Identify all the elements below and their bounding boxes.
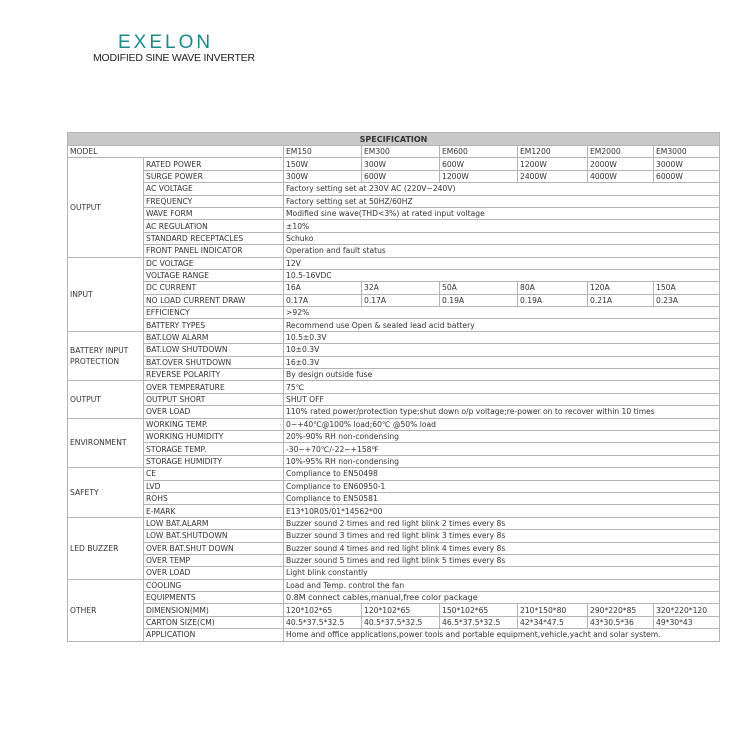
table-cell: 2000W (588, 158, 654, 170)
row-label: STORAGE HUMIDITY (144, 455, 284, 467)
model-cell: EM300 (362, 146, 440, 158)
table-cell: >92% (284, 307, 720, 319)
row-label: FRONT PANEL INDICATOR (144, 245, 284, 257)
table-row (68, 245, 720, 257)
table-row (68, 331, 720, 343)
row-label: ROHS (144, 492, 284, 504)
table-cell: 2400W (518, 170, 588, 182)
table-cell: 320*220*120 (654, 604, 720, 616)
table-cell: 40.5*37.5*32.5 (362, 616, 440, 628)
table-cell: 300W (362, 158, 440, 170)
table-cell: 150A (654, 282, 720, 294)
row-label: DC CURRENT (144, 282, 284, 294)
table-row (68, 195, 720, 207)
table-row (68, 629, 720, 641)
row-label: OVER BAT.SHUT DOWN (144, 542, 284, 554)
model-cell: EM150 (284, 146, 362, 158)
table-cell: 10.5-16VDC (284, 269, 720, 281)
row-label: BAT.LOW ALARM (144, 331, 284, 343)
model-cell: EM3000 (654, 146, 720, 158)
group-output: OUTPUT (68, 158, 144, 257)
table-cell: 16±0.3V (284, 356, 720, 368)
row-label: BAT.LOW SHUTDOWN (144, 344, 284, 356)
row-label: BAT.OVER SHUTDOWN (144, 356, 284, 368)
row-label: COOLING (144, 579, 284, 591)
row-label: SURGE POWER (144, 170, 284, 182)
row-label: LOW BAT.SHUTDOWN (144, 530, 284, 542)
table-row (68, 505, 720, 517)
table-cell: 0.19A (440, 294, 518, 306)
table-cell: 40.5*37.5*32.5 (284, 616, 362, 628)
table-row (68, 294, 720, 306)
table-row (68, 492, 720, 504)
table-cell: -30~+70℃/-22~+158℉ (284, 443, 720, 455)
row-label: DC VOLTAGE (144, 257, 284, 269)
model-label: MODEL (68, 146, 284, 158)
table-row (68, 183, 720, 195)
group-environment: ENVIRONMENT (68, 418, 144, 468)
table-cell: 46.5*37.5*32.5 (440, 616, 518, 628)
table-row (68, 406, 720, 418)
group-battery-protection (68, 331, 144, 381)
specification-table (67, 132, 720, 642)
table-cell: By design outside fuse (284, 369, 720, 381)
row-label: AC REGULATION (144, 220, 284, 232)
product-subtitle: MODIFIED SINE WAVE INVERTER (93, 52, 255, 64)
table-row (68, 146, 720, 158)
table-cell: Compliance to EN50581 (284, 492, 720, 504)
table-row (68, 269, 720, 281)
table-cell: 20%-90% RH non-condensing (284, 430, 720, 442)
table-cell: 0~+40℃@100% load;60℃ @50% load (284, 418, 720, 430)
row-label: OUTPUT SHORT (144, 393, 284, 405)
table-cell: Schuko (284, 232, 720, 244)
table-row (68, 344, 720, 356)
table-cell: 75℃ (284, 381, 720, 393)
group-safety: SAFETY (68, 468, 144, 518)
table-cell: Buzzer sound 4 times and red light blink 4 times every 8s (284, 542, 720, 554)
row-label: WORKING HUMIDITY (144, 430, 284, 442)
row-label: BATTERY TYPES (144, 319, 284, 331)
table-cell: 32A (362, 282, 440, 294)
table-cell: Compliance to EN60950-1 (284, 480, 720, 492)
table-cell: 43*30.5*36 (588, 616, 654, 628)
group-input: INPUT (68, 257, 144, 331)
table-cell: Recommend use Open & sealed lead acid battery (284, 319, 720, 331)
table-row (68, 430, 720, 442)
table-row (68, 282, 720, 294)
table-row (68, 170, 720, 182)
table-row (68, 418, 720, 430)
group-label-line2: PROTECTION (70, 357, 120, 367)
table-row (68, 307, 720, 319)
table-cell: 600W (440, 158, 518, 170)
table-row (68, 616, 720, 628)
table-cell: 4000W (588, 170, 654, 182)
row-label: CARTON SIZE(CM) (144, 616, 284, 628)
group-led-buzzer: LED BUZZER (68, 517, 144, 579)
table-cell: 10.5±0.3V (284, 331, 720, 343)
row-label: STORAGE TEMP. (144, 443, 284, 455)
table-cell: 16A (284, 282, 362, 294)
row-label: WAVE FORM (144, 207, 284, 219)
table-row (68, 257, 720, 269)
table-cell: 0.23A (654, 294, 720, 306)
row-label: OVER LOAD (144, 567, 284, 579)
table-cell: 80A (518, 282, 588, 294)
table-cell: 0.8M connect cables,manual,free color package (284, 592, 720, 604)
table-cell: 10±0.3V (284, 344, 720, 356)
table-row (68, 592, 720, 604)
model-cell: EM600 (440, 146, 518, 158)
row-label: RATED POWER (144, 158, 284, 170)
row-label: DIMENSION(MM) (144, 604, 284, 616)
table-row (68, 554, 720, 566)
table-row (68, 393, 720, 405)
table-title: SPECIFICATION (68, 133, 720, 146)
table-row (68, 369, 720, 381)
table-cell: Factory setting set at 230V AC (220V~240V) (284, 183, 720, 195)
table-cell: 150W (284, 158, 362, 170)
row-label: OVER LOAD (144, 406, 284, 418)
model-cell: EM2000 (588, 146, 654, 158)
table-row (68, 517, 720, 529)
table-cell: 290*220*85 (588, 604, 654, 616)
table-row (68, 567, 720, 579)
row-label: EFFICIENCY (144, 307, 284, 319)
table-cell: ±10% (284, 220, 720, 232)
table-cell: 120*102*65 (362, 604, 440, 616)
row-label: WORKING TEMP. (144, 418, 284, 430)
table-cell: Buzzer sound 2 times and red light blink 2 times every 8s (284, 517, 720, 529)
table-row (68, 579, 720, 591)
table-row (68, 530, 720, 542)
row-label: REVERSE POLARITY (144, 369, 284, 381)
group-other: OTHER (68, 579, 144, 641)
table-cell: 0.17A (284, 294, 362, 306)
row-label: FREQUENCY (144, 195, 284, 207)
table-cell: Modified sine wave(THD<3%) at rated input voltage (284, 207, 720, 219)
table-cell: 150*102*65 (440, 604, 518, 616)
row-label: OVER TEMP (144, 554, 284, 566)
table-cell: 0.21A (588, 294, 654, 306)
table-row (68, 443, 720, 455)
row-label: STANDARD RECEPTACLES (144, 232, 284, 244)
row-label: CE (144, 468, 284, 480)
table-cell: 42*34*47.5 (518, 616, 588, 628)
table-row (68, 207, 720, 219)
table-cell: Buzzer sound 5 times and red light blink 5 times every 8s (284, 554, 720, 566)
table-cell: 3000W (654, 158, 720, 170)
table-cell: Home and office applications,power tools and portable equipment,vehicle,yacht and solar system. (284, 629, 720, 641)
table-row (68, 468, 720, 480)
row-label: OVER TEMPERATURE (144, 381, 284, 393)
group-label-line1: BATTERY INPUT (70, 346, 129, 356)
row-label: E-MARK (144, 505, 284, 517)
table-row (68, 220, 720, 232)
table-cell: 120*102*65 (284, 604, 362, 616)
row-label: AC VOLTAGE (144, 183, 284, 195)
table-cell: E13*10R05/01*14562*00 (284, 505, 720, 517)
row-label: NO LOAD CURRENT DRAW (144, 294, 284, 306)
table-cell: 300W (284, 170, 362, 182)
table-cell: 0.19A (518, 294, 588, 306)
table-cell: 6000W (654, 170, 720, 182)
table-cell: 1200W (440, 170, 518, 182)
table-cell: 0.17A (362, 294, 440, 306)
table-row (68, 356, 720, 368)
table-cell: 110% rated power/protection type;shut down o/p voltage;re-power on to recover within 10 times (284, 406, 720, 418)
row-label: LOW BAT.ALARM (144, 517, 284, 529)
table-row (68, 381, 720, 393)
table-cell: Operation and fault status (284, 245, 720, 257)
table-cell: 12V (284, 257, 720, 269)
table-row (68, 542, 720, 554)
table-row (68, 158, 720, 170)
model-cell: EM1200 (518, 146, 588, 158)
table-row (68, 480, 720, 492)
group-output-protection: OUTPUT (68, 381, 144, 418)
table-cell: SHUT OFF (284, 393, 720, 405)
table-row (68, 319, 720, 331)
table-row (68, 604, 720, 616)
table-cell: 120A (588, 282, 654, 294)
table-cell: 600W (362, 170, 440, 182)
row-label: VOLTAGE RANGE (144, 269, 284, 281)
table-cell: Light blink constantly (284, 567, 720, 579)
table-cell: Compliance to EN50498 (284, 468, 720, 480)
row-label: APPLICATION (144, 629, 284, 641)
table-row (68, 232, 720, 244)
table-cell: 10%-95% RH non-condensing (284, 455, 720, 467)
table-cell: 210*150*80 (518, 604, 588, 616)
table-cell: Factory setting set at 50HZ/60HZ (284, 195, 720, 207)
row-label: EQUIPMENTS (144, 592, 284, 604)
table-cell: 50A (440, 282, 518, 294)
table-cell: 1200W (518, 158, 588, 170)
row-label: LVD (144, 480, 284, 492)
brand-logo: EXELON (118, 32, 214, 53)
table-row (68, 455, 720, 467)
table-cell: 49*30*43 (654, 616, 720, 628)
table-cell: Buzzer sound 3 times and red light blink 3 times every 8s (284, 530, 720, 542)
table-cell: Load and Temp. control the fan (284, 579, 720, 591)
